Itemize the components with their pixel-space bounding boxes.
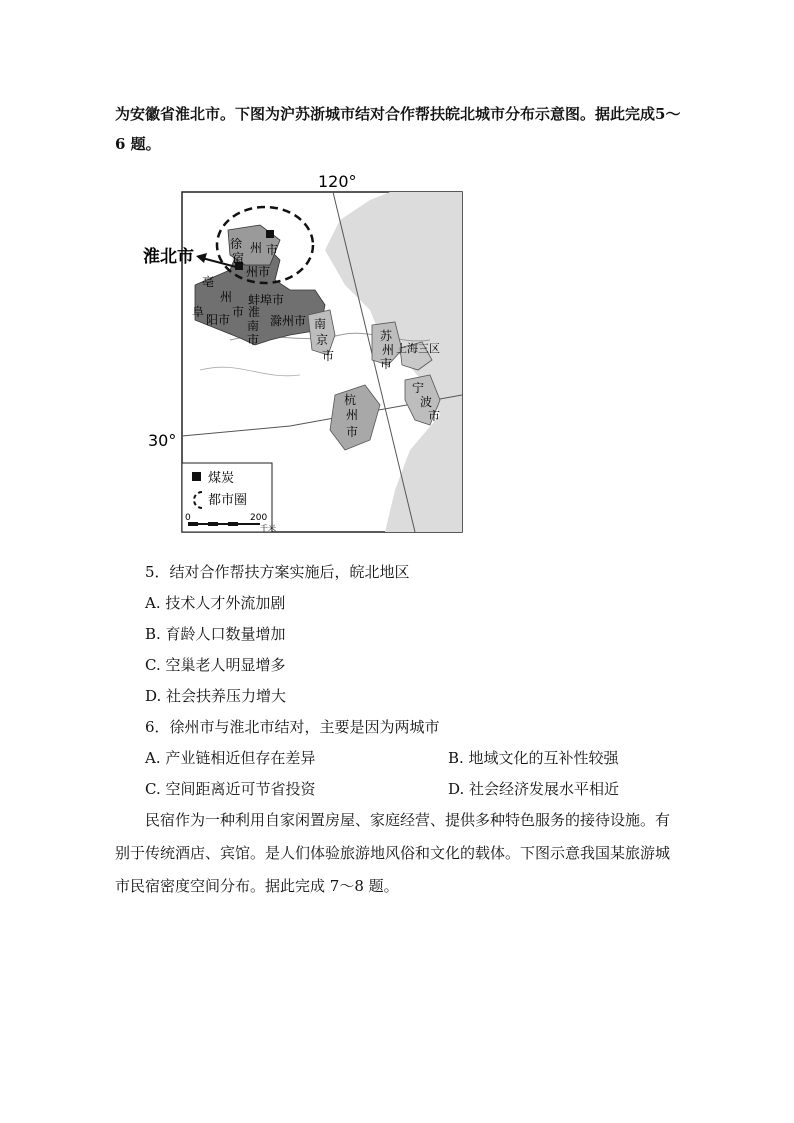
lat-label: 30°: [148, 431, 177, 450]
passage-line-2: 别于传统酒店、宾馆。是人们体验旅游地风俗和文化的载体。下图示意我国某旅游城: [115, 844, 671, 862]
scale-bar-segment: [228, 522, 238, 526]
ningbo-label: 宁: [412, 381, 425, 395]
q6-option-a: A. 产业链相近但存在差异: [145, 749, 316, 767]
scale-zero: 0: [185, 513, 191, 523]
xuzhou-label: 徐: [230, 237, 243, 251]
chuzhou-label: 滁州市: [270, 314, 307, 328]
suzhou-south-label: 苏: [380, 329, 393, 343]
scale-200: 200: [250, 513, 268, 523]
huaibei-label: 淮北市: [143, 247, 194, 267]
lon-label: 120°: [318, 172, 357, 191]
suzhou-north-label: 宿: [232, 251, 245, 265]
q5-option-a: A. 技术人才外流加剧: [145, 594, 286, 612]
q5-option-b: B. 育龄人口数量增加: [145, 625, 286, 643]
suzhou-south-label: 州: [382, 343, 395, 357]
nanjing-label: 京: [316, 333, 329, 347]
huainan-label: 市: [247, 333, 260, 347]
bengbu-label: 蚌埠市: [248, 293, 285, 307]
passage-line-1: 民宿作为一种利用自家闲置房屋、家庭经营、提供多种特色服务的接待设施。有: [145, 811, 671, 829]
bozhou-label: 州: [220, 290, 233, 304]
legend-coal-label: 煤炭: [208, 471, 235, 486]
coal-icon: [266, 230, 274, 238]
suzhou-north-label: 州市: [246, 265, 271, 279]
bozhou-label: 亳: [202, 275, 215, 289]
shanghai-label: 上海三区: [396, 342, 440, 355]
cooperation-map: [140, 170, 470, 535]
bozhou-label: 市: [232, 305, 245, 319]
passage-line-3: 市民宿密度空间分布。据此完成 7～8 题。: [115, 877, 399, 895]
suzhou-south-label: 市: [380, 357, 393, 371]
xuzhou-label: 州: [250, 241, 263, 255]
scale-bar-segment: [208, 522, 218, 526]
ningbo-label: 波: [420, 395, 433, 409]
q6-stem: 6．徐州市与淮北市结对，主要是因为两城市: [145, 718, 440, 736]
q6-option-b: B. 地域文化的互补性较强: [448, 749, 619, 767]
legend-metro-label: 都市圈: [208, 493, 248, 508]
hangzhou-label: 杭: [344, 393, 357, 407]
q6-option-d: D. 社会经济发展水平相近: [448, 780, 620, 798]
hangzhou-label: 市: [346, 425, 359, 439]
hangzhou-label: 州: [346, 408, 359, 422]
fuyang-label: 阳市: [206, 313, 231, 327]
q5-stem: 5．结对合作帮扶方案实施后，皖北地区: [145, 563, 410, 581]
nanjing-label: 南: [314, 317, 327, 331]
nanjing-label: 市: [322, 349, 335, 363]
q6-option-c: C. 空间距离近可节省投资: [145, 780, 316, 798]
fuyang-label: 阜: [192, 305, 205, 319]
intro-line-1: 为安徽省淮北市。下图为沪苏浙城市结对合作帮扶皖北城市分布示意图。据此完成5～: [115, 105, 681, 123]
q5-option-d: D. 社会扶养压力增大: [145, 687, 287, 705]
huainan-label: 淮: [248, 305, 261, 319]
ningbo-label: 市: [428, 409, 441, 423]
scale-unit: 千米: [260, 524, 276, 533]
intro-line-2: 6 题。: [115, 135, 161, 153]
coal-legend-icon: [192, 472, 201, 481]
huainan-label: 南: [247, 319, 260, 333]
q5-option-c: C. 空巢老人明显增多: [145, 656, 286, 674]
xuzhou-label: 市: [266, 243, 279, 257]
